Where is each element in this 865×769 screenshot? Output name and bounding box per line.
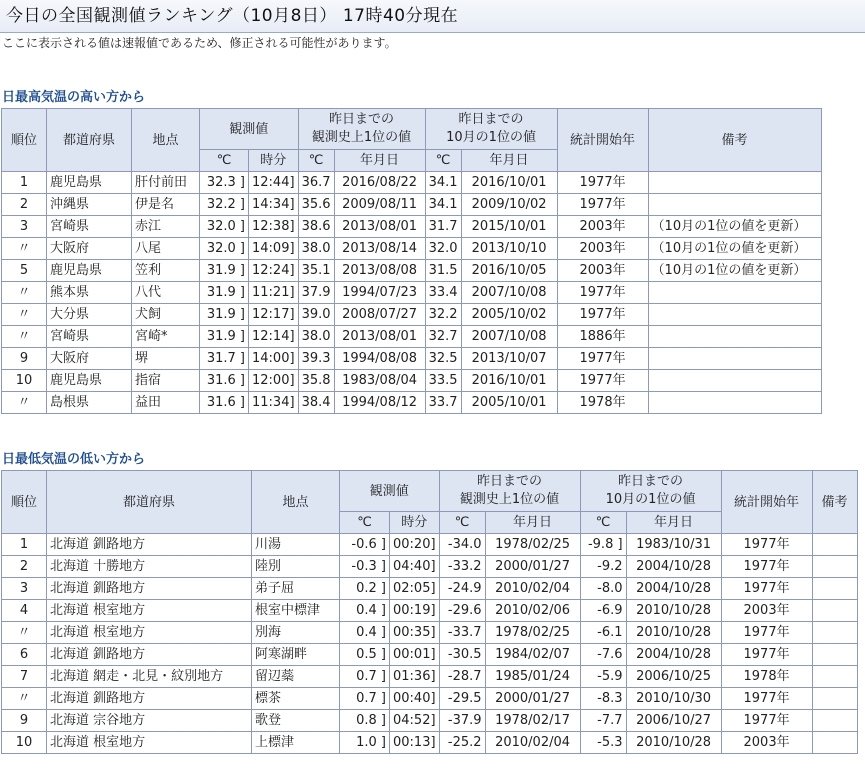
cell-history-value: -37.9 xyxy=(439,710,485,732)
cell-rank: 10 xyxy=(2,370,47,392)
cell-station: 別海 xyxy=(252,622,340,644)
cell-history-date: 2016/08/22 xyxy=(334,172,425,194)
subheader-date: 年月日 xyxy=(626,512,721,534)
cell-note xyxy=(812,578,857,600)
cell-observed-value: 31.6 ] xyxy=(200,370,249,392)
cell-station: 八代 xyxy=(132,282,200,304)
cell-october-date: 2006/10/27 xyxy=(626,710,721,732)
subheader-date: 年月日 xyxy=(334,150,425,172)
subheader-date: 年月日 xyxy=(461,150,557,172)
cell-history-value: -33.2 xyxy=(439,556,485,578)
header-start-year: 統計開始年 xyxy=(721,471,812,534)
table-row xyxy=(2,194,822,216)
cell-start-year: 1977年 xyxy=(557,304,648,326)
cell-history-value: 38.0 xyxy=(298,238,334,260)
cell-october-value: 32.7 xyxy=(425,326,461,348)
cell-observed-value: 0.8 ] xyxy=(340,710,390,732)
subheader-time: 時分 xyxy=(249,150,299,172)
header-notes: 備考 xyxy=(812,471,857,534)
header-rank: 順位 xyxy=(2,471,47,534)
cell-start-year: 1977年 xyxy=(721,578,812,600)
cell-october-date: 2010/10/28 xyxy=(626,622,721,644)
cell-station: 八尾 xyxy=(132,238,200,260)
cell-october-date: 2004/10/28 xyxy=(626,578,721,600)
cell-history-value: 35.8 xyxy=(298,370,334,392)
cell-start-year: 2003年 xyxy=(557,216,648,238)
table-row xyxy=(2,172,822,194)
cell-observed-value: 0.7 ] xyxy=(340,688,390,710)
cell-october-value: 33.5 xyxy=(425,370,461,392)
cell-rank: 1 xyxy=(2,534,47,556)
header-observed: 観測値 xyxy=(340,471,440,512)
table-row xyxy=(2,600,858,622)
cell-prefecture: 北海道 根室地方 xyxy=(47,600,252,622)
cell-prefecture: 北海道 釧路地方 xyxy=(47,688,252,710)
cell-start-year: 1977年 xyxy=(721,710,812,732)
cell-observed-time: 00:01] xyxy=(390,644,440,666)
table-row xyxy=(2,644,858,666)
cell-observed-time: 04:40] xyxy=(390,556,440,578)
cell-start-year: 1977年 xyxy=(557,194,648,216)
cell-station: 犬飼 xyxy=(132,304,200,326)
cell-october-value: 31.7 xyxy=(425,216,461,238)
cell-history-value: 35.1 xyxy=(298,260,334,282)
cell-start-year: 1886年 xyxy=(557,326,648,348)
cell-october-date: 2013/10/07 xyxy=(461,348,557,370)
min-section-title: 日最低気温の低い方から xyxy=(2,452,146,467)
cell-history-date: 1984/02/07 xyxy=(485,644,580,666)
cell-history-date: 1994/08/08 xyxy=(334,348,425,370)
cell-note xyxy=(812,600,857,622)
cell-start-year: 1977年 xyxy=(721,688,812,710)
cell-station: 笠利 xyxy=(132,260,200,282)
cell-prefecture: 北海道 十勝地方 xyxy=(47,556,252,578)
cell-history-date: 1978/02/25 xyxy=(485,622,580,644)
cell-observed-time: 11:34] xyxy=(249,392,299,414)
cell-start-year: 2003年 xyxy=(557,260,648,282)
cell-prefecture: 鹿児島県 xyxy=(47,260,132,282)
cell-start-year: 2003年 xyxy=(721,600,812,622)
cell-history-value: -29.5 xyxy=(439,688,485,710)
cell-observed-value: 32.2 ] xyxy=(200,194,249,216)
cell-history-value: 37.9 xyxy=(298,282,334,304)
cell-history-value: 38.6 xyxy=(298,216,334,238)
subheader-date: 年月日 xyxy=(485,512,580,534)
max-section-title: 日最高気温の高い方から xyxy=(2,90,146,105)
cell-observed-time: 00:19] xyxy=(390,600,440,622)
table-row xyxy=(2,216,822,238)
cell-rank: 4 xyxy=(2,600,47,622)
cell-october-date: 2006/10/25 xyxy=(626,666,721,688)
cell-october-date: 2013/10/10 xyxy=(461,238,557,260)
cell-october-value: 34.1 xyxy=(425,172,461,194)
cell-prefecture: 島根県 xyxy=(47,392,132,414)
cell-rank: 〃 xyxy=(2,326,47,348)
cell-prefecture: 鹿児島県 xyxy=(47,370,132,392)
cell-note xyxy=(812,666,857,688)
table-row xyxy=(2,578,858,600)
cell-station: 堺 xyxy=(132,348,200,370)
cell-prefecture: 熊本県 xyxy=(47,282,132,304)
cell-station: 根室中標津 xyxy=(252,600,340,622)
cell-october-date: 2004/10/28 xyxy=(626,556,721,578)
cell-history-date: 2010/02/06 xyxy=(485,600,580,622)
cell-history-date: 1978/02/25 xyxy=(485,534,580,556)
cell-station: 弟子屈 xyxy=(252,578,340,600)
cell-start-year: 1977年 xyxy=(557,172,648,194)
table-row xyxy=(2,732,858,754)
cell-prefecture: 北海道 釧路地方 xyxy=(47,534,252,556)
cell-prefecture: 鹿児島県 xyxy=(47,172,132,194)
cell-rank: 〃 xyxy=(2,282,47,304)
cell-rank: 10 xyxy=(2,732,47,754)
cell-station: 陸別 xyxy=(252,556,340,578)
cell-rank: 2 xyxy=(2,556,47,578)
cell-note: （10月の1位の値を更新） xyxy=(648,216,821,238)
table-row xyxy=(2,304,822,326)
cell-station: 歌登 xyxy=(252,710,340,732)
cell-note: （10月の1位の値を更新） xyxy=(648,238,821,260)
cell-october-value: -7.6 xyxy=(580,644,626,666)
table-row xyxy=(2,666,858,688)
cell-history-date: 2013/08/14 xyxy=(334,238,425,260)
cell-history-date: 2013/08/08 xyxy=(334,260,425,282)
cell-rank: 〃 xyxy=(2,304,47,326)
cell-rank: 〃 xyxy=(2,392,47,414)
cell-observed-time: 14:00] xyxy=(249,348,299,370)
cell-note xyxy=(812,644,857,666)
page-title: 今日の全国観測値ランキング（10月8日） 17時40分現在 xyxy=(0,0,865,33)
header-start-year: 統計開始年 xyxy=(557,109,648,172)
cell-observed-time: 11:21] xyxy=(249,282,299,304)
cell-october-date: 2005/10/01 xyxy=(461,392,557,414)
cell-history-date: 2000/01/27 xyxy=(485,688,580,710)
cell-history-value: -24.9 xyxy=(439,578,485,600)
cell-observed-time: 12:24] xyxy=(249,260,299,282)
cell-prefecture: 沖縄県 xyxy=(47,194,132,216)
cell-note xyxy=(648,304,821,326)
cell-history-date: 2010/02/04 xyxy=(485,578,580,600)
cell-october-date: 2005/10/02 xyxy=(461,304,557,326)
cell-note xyxy=(648,282,821,304)
cell-history-date: 1985/01/24 xyxy=(485,666,580,688)
table-row xyxy=(2,534,858,556)
cell-station: 肝付前田 xyxy=(132,172,200,194)
table-row xyxy=(2,326,822,348)
header-notes: 備考 xyxy=(648,109,821,172)
cell-station: 赤江 xyxy=(132,216,200,238)
header-observed: 観測値 xyxy=(200,109,299,150)
cell-history-date: 2009/08/11 xyxy=(334,194,425,216)
cell-observed-value: -0.3 ] xyxy=(340,556,390,578)
cell-october-value: -6.1 xyxy=(580,622,626,644)
cell-october-value: -9.8 ] xyxy=(580,534,626,556)
cell-observed-value: 0.4 ] xyxy=(340,622,390,644)
cell-history-value: -30.5 xyxy=(439,644,485,666)
subheader-celsius: ℃ xyxy=(580,512,626,534)
cell-observed-time: 01:36] xyxy=(390,666,440,688)
cell-start-year: 1978年 xyxy=(721,666,812,688)
table-row xyxy=(2,688,858,710)
header-station: 地点 xyxy=(252,471,340,534)
cell-rank: 〃 xyxy=(2,622,47,644)
cell-observed-value: 32.0 ] xyxy=(200,238,249,260)
cell-october-date: 2007/10/08 xyxy=(461,326,557,348)
cell-rank: 〃 xyxy=(2,688,47,710)
cell-history-date: 2013/08/01 xyxy=(334,326,425,348)
preliminary-notice: ここに表示される値は速報値であるため、修正される可能性があります。 xyxy=(2,36,397,50)
cell-prefecture: 宮崎県 xyxy=(47,326,132,348)
cell-rank: 6 xyxy=(2,644,47,666)
cell-history-date: 1994/08/12 xyxy=(334,392,425,414)
cell-start-year: 1978年 xyxy=(557,392,648,414)
cell-history-date: 2010/02/04 xyxy=(485,732,580,754)
cell-history-value: 35.6 xyxy=(298,194,334,216)
cell-observed-value: 31.9 ] xyxy=(200,260,249,282)
cell-observed-time: 14:34] xyxy=(249,194,299,216)
subheader-time: 時分 xyxy=(390,512,440,534)
cell-observed-value: 0.2 ] xyxy=(340,578,390,600)
cell-observed-value: 31.9 ] xyxy=(200,304,249,326)
cell-note: （10月の1位の値を更新） xyxy=(648,260,821,282)
cell-october-date: 2010/10/30 xyxy=(626,688,721,710)
subheader-celsius: ℃ xyxy=(425,150,461,172)
cell-start-year: 1977年 xyxy=(557,282,648,304)
cell-note xyxy=(648,194,821,216)
cell-october-value: 32.2 xyxy=(425,304,461,326)
cell-october-value: 33.4 xyxy=(425,282,461,304)
cell-prefecture: 大阪府 xyxy=(47,348,132,370)
cell-october-value: -5.9 xyxy=(580,666,626,688)
cell-rank: 3 xyxy=(2,578,47,600)
cell-start-year: 1977年 xyxy=(721,534,812,556)
cell-october-value: -8.0 xyxy=(580,578,626,600)
header-prefecture: 都道府県 xyxy=(47,109,132,172)
cell-prefecture: 大阪府 xyxy=(47,238,132,260)
cell-history-value: -25.2 xyxy=(439,732,485,754)
header-history-record: 昨日までの 観測史上1位の値 xyxy=(298,109,425,150)
cell-october-value: -6.9 xyxy=(580,600,626,622)
subheader-celsius: ℃ xyxy=(200,150,249,172)
cell-october-date: 2010/10/28 xyxy=(626,600,721,622)
cell-observed-value: 31.6 ] xyxy=(200,392,249,414)
cell-observed-time: 12:44] xyxy=(249,172,299,194)
cell-prefecture: 北海道 宗谷地方 xyxy=(47,710,252,732)
cell-history-date: 1978/02/17 xyxy=(485,710,580,732)
cell-october-value: -9.2 xyxy=(580,556,626,578)
cell-start-year: 1977年 xyxy=(721,644,812,666)
cell-rank: 〃 xyxy=(2,238,47,260)
cell-station: 留辺蘂 xyxy=(252,666,340,688)
cell-october-date: 2010/10/28 xyxy=(626,732,721,754)
cell-rank: 5 xyxy=(2,260,47,282)
table-row xyxy=(2,392,822,414)
cell-prefecture: 北海道 根室地方 xyxy=(47,732,252,754)
header-october-record: 昨日までの 10月の1位の値 xyxy=(580,471,721,512)
cell-observed-time: 02:05] xyxy=(390,578,440,600)
table-row xyxy=(2,710,858,732)
table-row xyxy=(2,238,822,260)
header-rank: 順位 xyxy=(2,109,47,172)
cell-station: 指宿 xyxy=(132,370,200,392)
cell-note xyxy=(648,392,821,414)
cell-october-value: 32.5 xyxy=(425,348,461,370)
cell-observed-value: 32.0 ] xyxy=(200,216,249,238)
cell-october-date: 1983/10/31 xyxy=(626,534,721,556)
cell-note xyxy=(812,622,857,644)
cell-station: 川湯 xyxy=(252,534,340,556)
cell-observed-value: 0.4 ] xyxy=(340,600,390,622)
cell-start-year: 1977年 xyxy=(721,556,812,578)
table-row xyxy=(2,282,822,304)
cell-observed-value: 32.3 ] xyxy=(200,172,249,194)
cell-rank: 1 xyxy=(2,172,47,194)
cell-observed-time: 00:35] xyxy=(390,622,440,644)
cell-start-year: 1977年 xyxy=(557,370,648,392)
cell-station: 上標津 xyxy=(252,732,340,754)
cell-observed-time: 14:09] xyxy=(249,238,299,260)
cell-observed-value: 1.0 ] xyxy=(340,732,390,754)
cell-october-value: 31.5 xyxy=(425,260,461,282)
cell-october-date: 2015/10/01 xyxy=(461,216,557,238)
cell-observed-value: 0.5 ] xyxy=(340,644,390,666)
table-row xyxy=(2,260,822,282)
cell-start-year: 2003年 xyxy=(557,238,648,260)
cell-observed-time: 12:14] xyxy=(249,326,299,348)
cell-note xyxy=(812,688,857,710)
cell-station: 益田 xyxy=(132,392,200,414)
cell-history-date: 1983/08/04 xyxy=(334,370,425,392)
cell-observed-value: 0.7 ] xyxy=(340,666,390,688)
cell-history-value: 39.0 xyxy=(298,304,334,326)
cell-history-value: 39.3 xyxy=(298,348,334,370)
cell-october-date: 2004/10/28 xyxy=(626,644,721,666)
cell-rank: 9 xyxy=(2,710,47,732)
cell-rank: 7 xyxy=(2,666,47,688)
cell-observed-time: 04:52] xyxy=(390,710,440,732)
cell-october-value: 33.7 xyxy=(425,392,461,414)
cell-rank: 2 xyxy=(2,194,47,216)
cell-prefecture: 宮崎県 xyxy=(47,216,132,238)
cell-note xyxy=(648,326,821,348)
cell-observed-time: 00:20] xyxy=(390,534,440,556)
subheader-celsius: ℃ xyxy=(340,512,390,534)
cell-station: 宮崎* xyxy=(132,326,200,348)
subheader-celsius: ℃ xyxy=(298,150,334,172)
cell-history-value: 38.4 xyxy=(298,392,334,414)
cell-start-year: 2003年 xyxy=(721,732,812,754)
cell-history-date: 1994/07/23 xyxy=(334,282,425,304)
cell-observed-value: 31.7 ] xyxy=(200,348,249,370)
cell-note xyxy=(648,348,821,370)
table-row xyxy=(2,556,858,578)
table-row xyxy=(2,622,858,644)
header-prefecture: 都道府県 xyxy=(47,471,252,534)
cell-observed-value: -0.6 ] xyxy=(340,534,390,556)
cell-station: 伊是名 xyxy=(132,194,200,216)
cell-october-value: 32.0 xyxy=(425,238,461,260)
cell-note xyxy=(812,556,857,578)
cell-note xyxy=(812,534,857,556)
cell-october-date: 2009/10/02 xyxy=(461,194,557,216)
cell-prefecture: 北海道 釧路地方 xyxy=(47,578,252,600)
cell-october-date: 2016/10/01 xyxy=(461,370,557,392)
cell-start-year: 1977年 xyxy=(721,622,812,644)
max-temp-table xyxy=(1,108,822,414)
cell-note xyxy=(812,732,857,754)
cell-history-value: 38.0 xyxy=(298,326,334,348)
cell-prefecture: 北海道 根室地方 xyxy=(47,622,252,644)
cell-october-date: 2007/10/08 xyxy=(461,282,557,304)
cell-prefecture: 北海道 釧路地方 xyxy=(47,644,252,666)
cell-note xyxy=(812,710,857,732)
table-row xyxy=(2,370,822,392)
cell-history-date: 2013/08/01 xyxy=(334,216,425,238)
cell-start-year: 1977年 xyxy=(557,348,648,370)
cell-history-value: -34.0 xyxy=(439,534,485,556)
cell-rank: 3 xyxy=(2,216,47,238)
cell-prefecture: 北海道 網走・北見・紋別地方 xyxy=(47,666,252,688)
cell-prefecture: 大分県 xyxy=(47,304,132,326)
cell-october-value: 34.1 xyxy=(425,194,461,216)
cell-rank: 9 xyxy=(2,348,47,370)
cell-october-date: 2016/10/01 xyxy=(461,172,557,194)
cell-observed-time: 00:13] xyxy=(390,732,440,754)
cell-history-date: 2000/01/27 xyxy=(485,556,580,578)
cell-observed-value: 31.9 ] xyxy=(200,326,249,348)
cell-station: 阿寒湖畔 xyxy=(252,644,340,666)
table-row xyxy=(2,348,822,370)
cell-october-value: -8.3 xyxy=(580,688,626,710)
cell-observed-time: 12:38] xyxy=(249,216,299,238)
cell-history-value: -29.6 xyxy=(439,600,485,622)
cell-october-value: -7.7 xyxy=(580,710,626,732)
cell-note xyxy=(648,370,821,392)
cell-observed-time: 12:17] xyxy=(249,304,299,326)
cell-note xyxy=(648,172,821,194)
cell-observed-value: 31.9 ] xyxy=(200,282,249,304)
cell-october-value: -5.3 xyxy=(580,732,626,754)
min-temp-table xyxy=(1,470,858,754)
header-station: 地点 xyxy=(132,109,200,172)
cell-history-value: 36.7 xyxy=(298,172,334,194)
cell-history-value: -33.7 xyxy=(439,622,485,644)
subheader-celsius: ℃ xyxy=(439,512,485,534)
header-history-record: 昨日までの 観測史上1位の値 xyxy=(439,471,580,512)
header-october-record: 昨日までの 10月の1位の値 xyxy=(425,109,557,150)
cell-station: 標茶 xyxy=(252,688,340,710)
cell-october-date: 2016/10/05 xyxy=(461,260,557,282)
cell-history-value: -28.7 xyxy=(439,666,485,688)
cell-observed-time: 12:00] xyxy=(249,370,299,392)
cell-history-date: 2008/07/27 xyxy=(334,304,425,326)
cell-observed-time: 00:40] xyxy=(390,688,440,710)
